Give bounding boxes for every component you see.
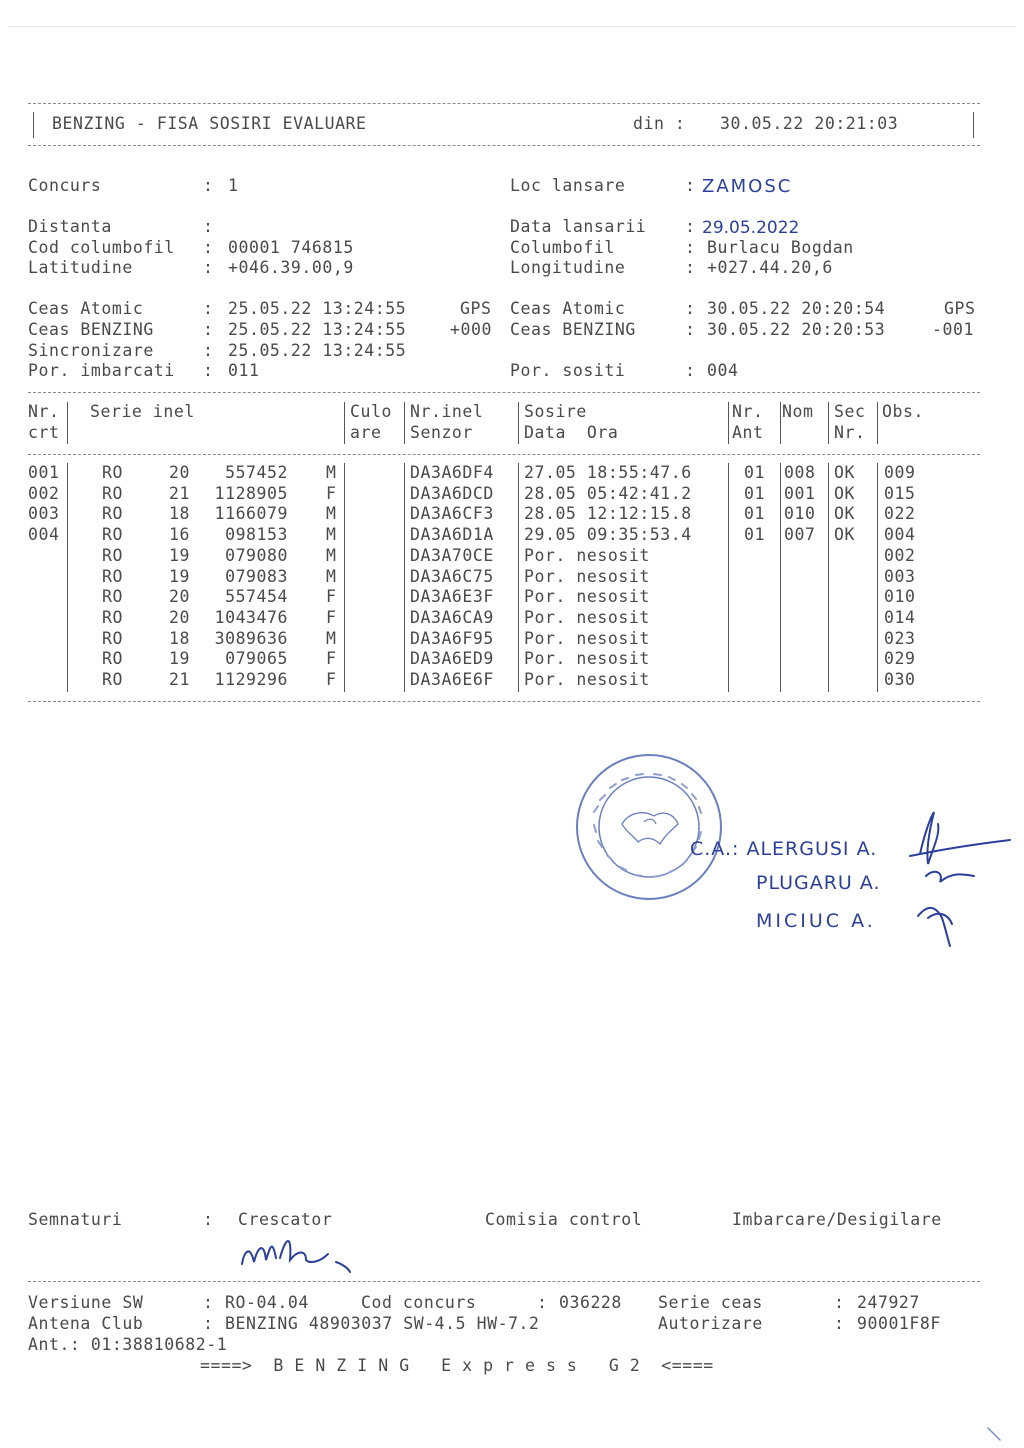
association-stamp: [574, 752, 724, 902]
longitudine-value: +027.44.20,6: [707, 258, 833, 277]
table-bottom-border: [28, 701, 980, 702]
table-row: [28, 484, 988, 505]
cell-sosire: 28.05 12:12:15.8: [524, 504, 692, 524]
autorizare-label: Autorizare: [658, 1314, 763, 1333]
cell-sosire: Por. nesosit: [524, 566, 650, 586]
cell-sosire: Por. nesosit: [524, 587, 650, 607]
cell-obs: 029: [884, 649, 916, 669]
cell-obs: 004: [884, 525, 916, 545]
table-row: [28, 546, 988, 567]
ceas-benzing-suffix-left: +000: [450, 320, 492, 339]
cell-nom: 001: [784, 483, 816, 503]
sincronizare-value: 25.05.22 13:24:55: [228, 341, 407, 360]
cell-country: RO: [102, 587, 123, 607]
cell-country: RO: [102, 649, 123, 669]
sincronizare-label: Sincronizare: [28, 341, 154, 360]
cod-columbofil-value: 00001 746815: [228, 238, 354, 257]
semnaturi-label: Semnaturi: [28, 1210, 123, 1229]
cell-sex: F: [326, 483, 337, 503]
cell-year: 19: [169, 545, 190, 565]
cell-country: RO: [102, 670, 123, 689]
cell-country: RO: [102, 463, 123, 482]
columbofil-colon: :: [685, 238, 696, 257]
table-row: [28, 567, 988, 588]
header-are: are: [350, 423, 382, 442]
colon: :: [834, 1293, 845, 1312]
cell-sosire: Por. nesosit: [524, 670, 650, 689]
cell-sec: OK: [834, 504, 855, 524]
cell-year: 20: [169, 587, 190, 607]
cod-columbofil-colon: :: [203, 238, 214, 257]
comisia-control-label: Comisia control: [485, 1210, 643, 1229]
commission-signatures: [900, 806, 1020, 956]
colon: :: [203, 320, 214, 339]
colon: :: [685, 320, 696, 339]
cell-sex: F: [326, 587, 337, 607]
loc-lansare-colon: :: [685, 176, 696, 195]
table-row: [28, 587, 988, 608]
distanta-label: Distanta: [28, 217, 112, 236]
colon: :: [537, 1293, 548, 1312]
por-imbarcati-label: Por. imbarcati: [28, 361, 175, 380]
cell-ring-number: 079080: [225, 545, 288, 565]
concurs-colon: :: [203, 176, 214, 195]
header-data-ora: Data Ora: [524, 423, 619, 442]
table-row: [28, 670, 988, 691]
ceas-benzing-suffix-right: -001: [932, 320, 974, 339]
cell-sosire: 27.05 18:55:47.6: [524, 463, 692, 482]
colon: :: [834, 1314, 845, 1333]
ceas-atomic-label-right: Ceas Atomic: [510, 299, 626, 318]
data-lansarii-label: Data lansarii: [510, 217, 647, 236]
ceas-atomic-value-left: 25.05.22 13:24:55: [228, 299, 407, 318]
cell-nom: 008: [784, 463, 816, 482]
cell-senzor: DA3A6CF3: [410, 504, 494, 524]
cell-sec: OK: [834, 525, 855, 545]
header-nr-inel: Nr.inel: [410, 402, 484, 421]
cell-sosire: 29.05 09:35:53.4: [524, 525, 692, 545]
page-edge-line: [8, 26, 1016, 27]
antenna-id: Ant.: 01:38810682-1: [28, 1335, 228, 1354]
ceas-atomic-suffix-right: GPS: [944, 299, 976, 318]
footer-divider: [28, 1281, 980, 1282]
cell-sex: M: [326, 566, 337, 586]
header-sosire: Sosire: [524, 402, 587, 421]
header-right-border: [973, 112, 974, 138]
header-culoare: Culo: [350, 402, 392, 421]
cell-sex: F: [326, 649, 337, 669]
ceas-benzing-value-right: 30.05.22 20:20:53: [707, 320, 886, 339]
cell-senzor: DA3A6DCD: [410, 483, 494, 503]
cell-ring-number: 079065: [225, 649, 288, 669]
cell-year: 20: [169, 463, 190, 482]
header-top-border: [28, 103, 980, 104]
concurs-value: 1: [228, 176, 239, 195]
cell-year: 18: [169, 628, 190, 648]
header-serie-inel: Serie inel: [90, 402, 195, 421]
cell-nom: 007: [784, 525, 816, 545]
cod-concurs-value: 036228: [559, 1293, 622, 1312]
cell-obs: 014: [884, 607, 916, 627]
cell-nom: 010: [784, 504, 816, 524]
table-header-row-1: [28, 402, 988, 423]
table-row: [28, 629, 988, 650]
cell-ant: 01: [744, 463, 765, 482]
cell-ring-number: 1166079: [214, 504, 288, 524]
longitudine-label: Longitudine: [510, 258, 626, 277]
imbarcare-label: Imbarcare/Desigilare: [732, 1210, 942, 1229]
ceas-benzing-label-right: Ceas BENZING: [510, 320, 636, 339]
cell-nr-crt: 001: [28, 463, 60, 482]
loc-lansare-label: Loc lansare: [510, 176, 626, 195]
latitudine-colon: :: [203, 258, 214, 277]
cell-nr-crt: 004: [28, 525, 60, 545]
header-obs: Obs.: [882, 402, 924, 421]
cell-year: 21: [169, 483, 190, 503]
report-date-label: din :: [633, 114, 686, 133]
header-sec-nr: Nr.: [834, 423, 866, 442]
cell-ant: 01: [744, 525, 765, 545]
header-senzor: Senzor: [410, 423, 473, 442]
cell-ring-number: 3089636: [214, 628, 288, 648]
cell-country: RO: [102, 525, 123, 545]
antena-value: BENZING 48903037 SW-4.5 HW-7.2: [225, 1314, 540, 1333]
concurs-label: Concurs: [28, 176, 102, 195]
colon: :: [685, 299, 696, 318]
colon: :: [685, 361, 696, 380]
versiune-value: RO-04.04: [225, 1293, 309, 1312]
colon: :: [203, 1293, 214, 1312]
header-bottom-border: [28, 145, 980, 146]
cod-columbofil-label: Cod columbofil: [28, 238, 175, 257]
table-row: [28, 504, 988, 525]
cell-year: 16: [169, 525, 190, 545]
data-lansarii-handwritten: 29.05.2022: [702, 218, 800, 238]
table-header-divider: [28, 454, 980, 455]
cell-sex: M: [326, 628, 337, 648]
header-nr-ant: Nr.: [732, 402, 764, 421]
crescator-signature: [236, 1228, 366, 1278]
cell-year: 19: [169, 649, 190, 669]
cell-year: 19: [169, 566, 190, 586]
cell-senzor: DA3A6DF4: [410, 463, 494, 482]
cell-obs: 010: [884, 587, 916, 607]
por-imbarcati-value: 011: [228, 361, 260, 380]
cell-obs: 015: [884, 483, 916, 503]
commission-member-1: C.A.: ALERGUSI A.: [690, 838, 878, 860]
cell-sex: M: [326, 504, 337, 524]
colon: :: [203, 341, 214, 360]
cell-country: RO: [102, 607, 123, 627]
cell-country: RO: [102, 545, 123, 565]
cell-ant: 01: [744, 504, 765, 524]
cell-country: RO: [102, 504, 123, 524]
cell-senzor: DA3A6ED9: [410, 649, 494, 669]
cell-sosire: Por. nesosit: [524, 607, 650, 627]
ceas-benzing-value-left: 25.05.22 13:24:55: [228, 320, 407, 339]
cell-sosire: Por. nesosit: [524, 545, 650, 565]
cell-sex: M: [326, 545, 337, 565]
serie-ceas-value: 247927: [857, 1293, 920, 1312]
table-row: [28, 525, 988, 546]
crescator-label: Crescator: [238, 1210, 333, 1229]
header-ant: Ant: [732, 423, 764, 442]
ceas-atomic-label-left: Ceas Atomic: [28, 299, 144, 318]
colon: :: [203, 361, 214, 380]
header-crt: crt: [28, 423, 60, 442]
por-sositi-value: 004: [707, 361, 739, 380]
header-nom: Nom: [782, 402, 814, 421]
cell-ring-number: 557452: [225, 463, 288, 482]
columbofil-value: Burlacu Bogdan: [707, 238, 854, 257]
cell-senzor: DA3A6CA9: [410, 607, 494, 627]
versiune-label: Versiune SW: [28, 1293, 144, 1312]
latitudine-value: +046.39.00,9: [228, 258, 354, 277]
cell-year: 18: [169, 504, 190, 524]
table-row: [28, 463, 988, 484]
cell-obs: 023: [884, 628, 916, 648]
report-title: BENZING - FISA SOSIRI EVALUARE: [52, 114, 367, 133]
cell-ring-number: 1043476: [214, 607, 288, 627]
cell-ring-number: 079083: [225, 566, 288, 586]
benzing-express-banner: ====> B E N Z I N G E x p r e s s G 2 <====: [200, 1356, 714, 1375]
cell-senzor: DA3A6C75: [410, 566, 494, 586]
table-row: [28, 608, 988, 629]
cell-obs: 030: [884, 670, 916, 689]
por-sositi-label: Por. sositi: [510, 361, 626, 380]
colon: :: [203, 299, 214, 318]
cell-sosire: 28.05 05:42:41.2: [524, 483, 692, 503]
cell-senzor: DA3A6E3F: [410, 587, 494, 607]
header-left-border: [33, 112, 34, 138]
cell-sec: OK: [834, 483, 855, 503]
autorizare-value: 90001F8F: [857, 1314, 941, 1333]
cell-sex: M: [326, 525, 337, 545]
cell-country: RO: [102, 566, 123, 586]
cell-senzor: DA3A6D1A: [410, 525, 494, 545]
cell-obs: 003: [884, 566, 916, 586]
latitudine-label: Latitudine: [28, 258, 133, 277]
cell-obs: 002: [884, 545, 916, 565]
cod-concurs-label: Cod concurs: [361, 1293, 477, 1312]
cell-nr-crt: 002: [28, 483, 60, 503]
cell-sosire: Por. nesosit: [524, 649, 650, 669]
colon: :: [203, 1314, 214, 1333]
cell-ant: 01: [744, 483, 765, 503]
cell-year: 20: [169, 607, 190, 627]
cell-obs: 009: [884, 463, 916, 482]
header-nr: Nr.: [28, 402, 60, 421]
cell-year: 21: [169, 670, 190, 689]
cell-senzor: DA3A6E6F: [410, 670, 494, 689]
header-sec: Sec: [834, 402, 866, 421]
cell-senzor: DA3A70CE: [410, 545, 494, 565]
pen-mark: [984, 1424, 1004, 1444]
cell-sec: OK: [834, 463, 855, 482]
cell-obs: 022: [884, 504, 916, 524]
report-date-value: 30.05.22 20:21:03: [720, 114, 899, 133]
table-row: [28, 649, 988, 670]
loc-lansare-handwritten: ZAMOSC: [702, 176, 793, 197]
table-header-row-2: [28, 423, 988, 444]
colon: :: [203, 1210, 214, 1229]
antena-label: Antena Club: [28, 1314, 144, 1333]
cell-ring-number: 098153: [225, 525, 288, 545]
cell-sex: F: [326, 670, 337, 689]
columbofil-label: Columbofil: [510, 238, 615, 257]
cell-sex: M: [326, 463, 337, 482]
distanta-colon: :: [203, 217, 214, 236]
ceas-atomic-suffix-left: GPS: [460, 299, 492, 318]
ceas-benzing-label-left: Ceas BENZING: [28, 320, 154, 339]
cell-ring-number: 1128905: [214, 483, 288, 503]
cell-country: RO: [102, 628, 123, 648]
cell-sex: F: [326, 607, 337, 627]
ceas-atomic-value-right: 30.05.22 20:20:54: [707, 299, 886, 318]
serie-ceas-label: Serie ceas: [658, 1293, 763, 1312]
data-lansarii-colon: :: [685, 217, 696, 236]
commission-member-2: PLUGARU A.: [756, 872, 881, 894]
cell-ring-number: 1129296: [214, 670, 288, 689]
cell-nr-crt: 003: [28, 504, 60, 524]
cell-country: RO: [102, 483, 123, 503]
commission-member-3: MICIUC A.: [756, 910, 876, 932]
longitudine-colon: :: [685, 258, 696, 277]
table-top-border: [28, 392, 980, 393]
cell-senzor: DA3A6F95: [410, 628, 494, 648]
cell-sosire: Por. nesosit: [524, 628, 650, 648]
cell-ring-number: 557454: [225, 587, 288, 607]
